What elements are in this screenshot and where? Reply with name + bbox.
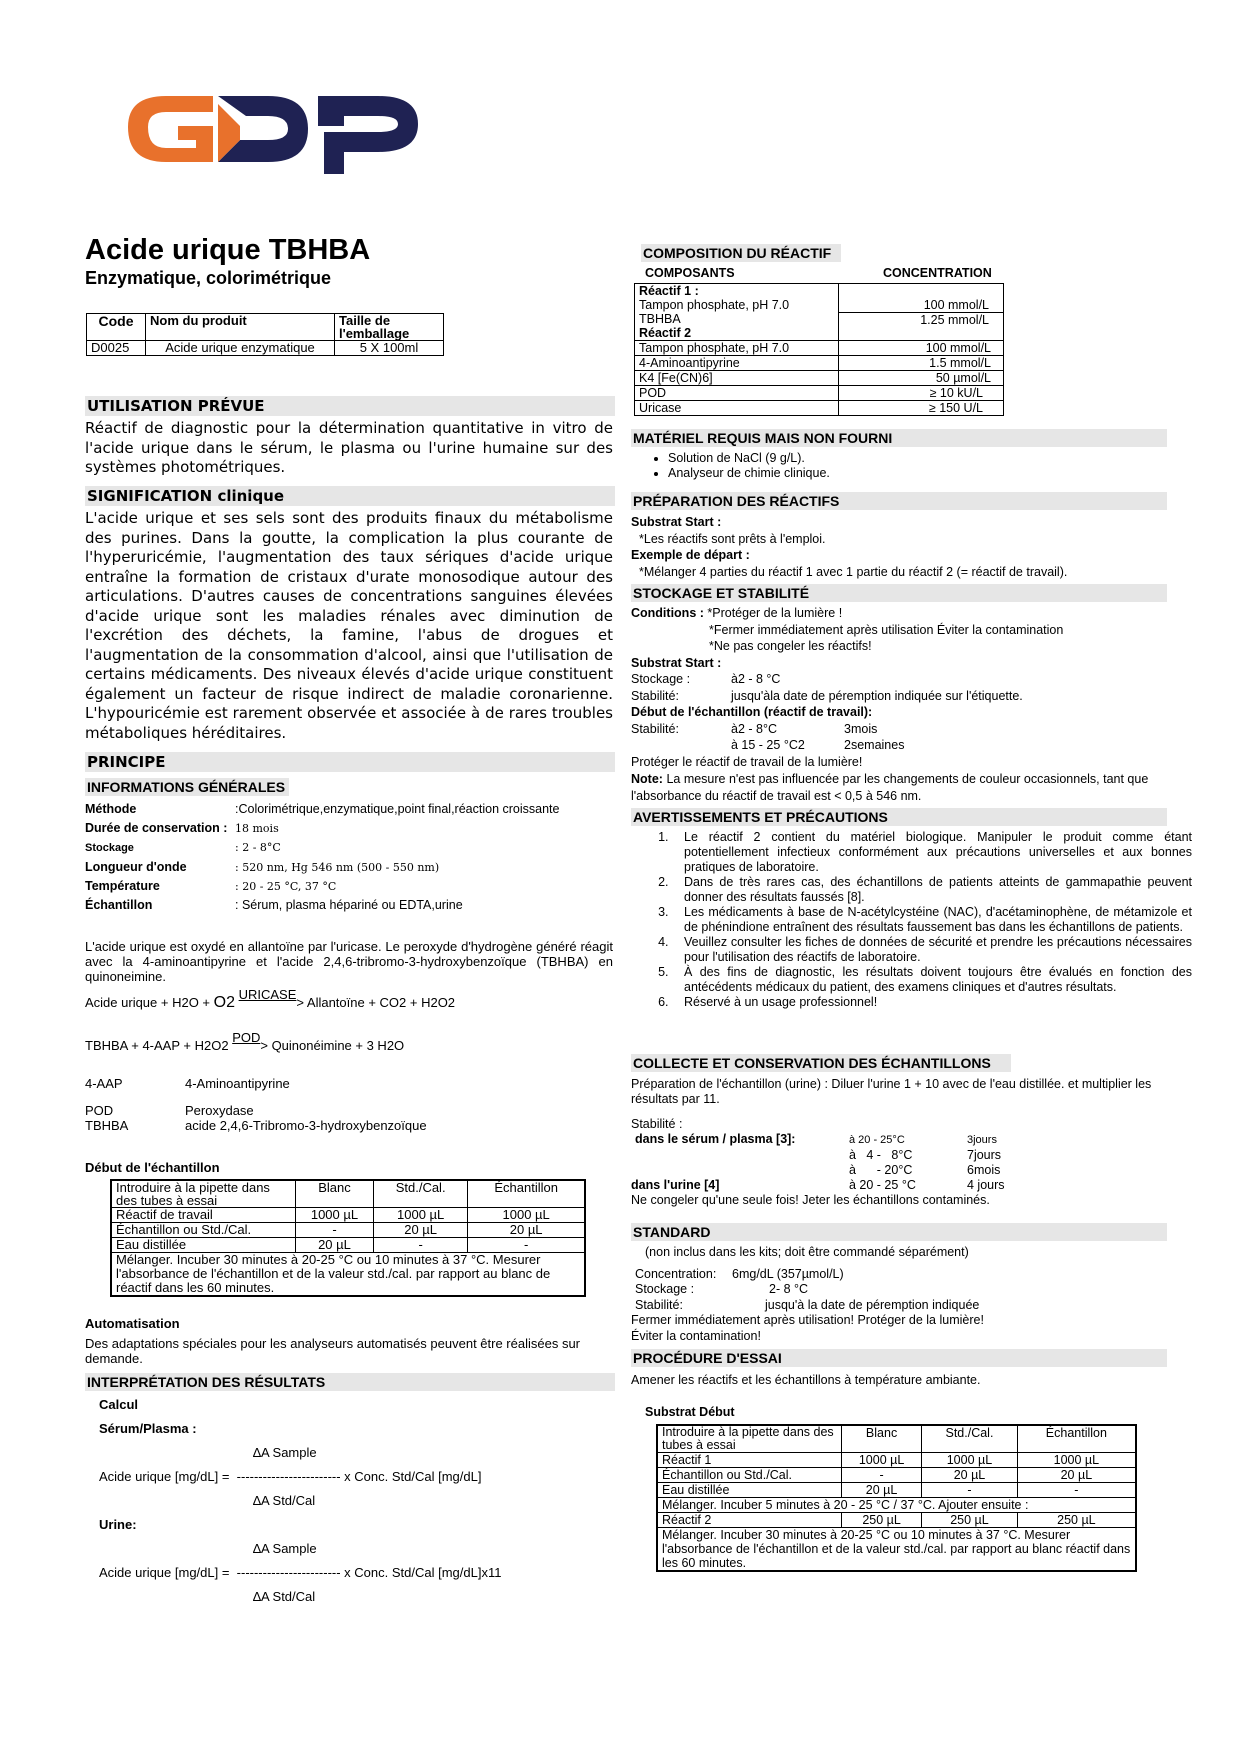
formula2-den: ∆A Std/Cal — [253, 1589, 316, 1604]
info-row: Durée de conservation : 18 mois — [85, 821, 279, 835]
serum-label: Sérum/Plasma : — [99, 1421, 197, 1436]
list-item: 6. Réservé à un usage professionnel! — [672, 995, 1192, 1010]
product-table — [86, 313, 444, 356]
procedure-table: Introduire à la pipette dans des tubes à essai Blanc Std./Cal. Échantillon Réactif 1 1000 µL 1000 µL 1000 µL Échantillon ou Std./Cal. - 20 µL 20 µL Eau distillée 20 µL - - Mélanger. Incuber 5 minutes à 20 - 25 °C / 37 °C. Ajouter ensuite : Réactif 2 250 µL 250 µL 250 µL Mélanger. Incuber 30 minutes à 20-25 °C ou 10 minutes à 37 °C. Mesurer l'absorbance de l'échantillon et de la valeur std./cal. par rapport au blanc réactif dans les 60 minutes. — [656, 1424, 1137, 1572]
signification-heading: SIGNIFICATION clinique — [85, 486, 615, 506]
urine-label: Urine: — [99, 1517, 137, 1532]
composition-table: Réactif 1 : Tampon phosphate, pH 7.0 100 mmol/L TBHBA Réactif 2 1.25 mmol/L Tampon phosphate, pH 7.0 100 mmol/L 4-Aminoantipyrine 1.5 mmol/L K4 [Fe(CN)6] 50 µmol/L POD ≥ 10 kU/L Uricase ≥ 150 U/L — [634, 283, 1004, 416]
table-row: Tampon phosphate, pH 7.0 100 mmol/L — [635, 341, 1004, 356]
product-size: 5 X 100ml — [335, 341, 444, 356]
infos-list — [85, 800, 625, 915]
info-row: Longueur d'onde : 520 nm, Hg 546 nm (500 - 550 nm) — [85, 860, 440, 874]
product-name: Acide urique enzymatique — [146, 341, 335, 356]
stockage-heading: STOCKAGE ET STABILITÉ — [631, 584, 1167, 602]
avertissements-list — [634, 830, 1192, 1010]
company-logo — [118, 74, 428, 180]
table-row: Réactif 2 250 µL 250 µL 250 µL — [657, 1513, 1136, 1528]
composition-col1: COMPOSANTS — [645, 266, 735, 280]
list-item: 5. À des fins de diagnostic, les résultats doivent toujours être évalués en fonction des antécédents médicaux du patient, des examens cliniques et d'autres résultats. — [672, 965, 1192, 995]
materiel-heading: MATÉRIEL REQUIS MAIS NON FOURNI — [631, 429, 1167, 447]
debut-heading: Début de l'échantillon — [85, 1160, 220, 1175]
list-item: 4. Veuillez consulter les fiches de données de sécurité et prendre les précautions nécessaires pour l'utilisation des réactifs de laboratoire. — [672, 935, 1192, 965]
info-row: Stockage : 2 - 8°C — [85, 841, 281, 854]
table-row: K4 [Fe(CN)6] 50 µmol/L — [635, 371, 1004, 386]
abbreviation-list — [85, 1076, 545, 1133]
table-row: Eau distillée 20 µL - - — [111, 1238, 585, 1253]
product-code: D0025 — [87, 341, 146, 356]
abbrev-row: 4-AAP 4-Aminoantipyrine — [85, 1076, 290, 1091]
list-item: 1. Le réactif 2 contient du matériel biologique. Manipuler le produit comme étant potentiellement infectieux conformément aux précautions universelles et aux bonnes pratiques de laboratoire. — [672, 830, 1192, 875]
calculation-block — [99, 1397, 619, 1613]
formula1: Acide urique [mg/dL] = ------------------------ x Conc. Std/Cal [mg/dL] — [99, 1469, 482, 1484]
materiel-list — [632, 451, 1188, 481]
infos-heading: INFORMATIONS GÉNÉRALES — [85, 778, 289, 796]
table-row: Réactif de travail 1000 µL 1000 µL 1000 µL — [111, 1208, 585, 1223]
table-row: POD ≥ 10 kU/L — [635, 386, 1004, 401]
table-row: Réactif 1 1000 µL 1000 µL 1000 µL — [657, 1453, 1136, 1468]
automatisation-heading: Automatisation — [85, 1316, 180, 1331]
list-item: • Solution de NaCl (9 g/L). — [668, 451, 1188, 466]
info-row: Température : 20 - 25 °C, 37 °C — [85, 879, 337, 893]
list-item: 2. Dans de très rares cas, des échantillons de patients atteints de gammapathie peuvent donner des résultats faussés [8]. — [672, 875, 1192, 905]
product-header-size: Taille de l'emballage — [335, 314, 444, 341]
reaction-eq1: Acide urique + H2O + O2 URICASE> Allantoïne + CO2 + H2O2 — [85, 987, 456, 1011]
automatisation-text: Des adaptations spéciales pour les analyseurs automatisés peuvent être réalisées sur demande. — [85, 1336, 580, 1366]
procedure-text: Amener les réactifs et les échantillons à température ambiante. — [631, 1373, 981, 1387]
list-item: • Analyseur de chimie clinique. — [668, 466, 1188, 481]
collecte-block: Préparation de l'échantillon (urine) : Diluer l'urine 1 + 10 avec de l'eau distillée. et multiplier les résultats par 11. Stabilité : dans le sérum / plasma [3]: à 20 - 25°C 3jours à 4 - 8°C 7jours à - 20°C 6mois dans l'urine [4] à 20 - 25 °C 4 jours Ne congeler qu'une seule fois! Jeter les échantillons contaminés. — [631, 1077, 1152, 1207]
signification-text: L'acide urique et ses sels sont des produits finaux du métabolisme des purines. Dans la goutte, la complication la plus courante de l'hyperuricémie, l'augmentation des taux sériques d'acide urique entraîne la formation de cristaux d'urate monosodique autour des articulations. D'autres causes de concentrations sanguines élevées d'acide urique sont les maladies rénales avec diminution de l'excrétion des déchets, la famine, l'abus de drogues et l'augmentation de la consommation d'alcool, ainsi que l'utilisation de certains médicaments. Des niveaux élevés d'acide urique constituent également un facteur de risque indirect de maladie coronarienne. L'hypouricémie est rarement observée et associée à de rares troubles métaboliques héréditaires. — [85, 509, 613, 742]
standard-heading: STANDARD — [631, 1223, 1167, 1241]
composition-heading: COMPOSITION DU RÉACTIF — [641, 244, 841, 262]
formula2: Acide urique [mg/dL] = ------------------------ x Conc. Std/Cal [mg/dL]x11 — [99, 1565, 502, 1580]
stockage-block: Conditions : *Protéger de la lumière ! *Fermer immédiatement après utilisation Éviter la contamination *Ne pas congeler les réactifs! Substrat Start : Stockage : à2 - 8 °C Stabilité: jusqu'àla date de péremption indiquée sur l'étiquette. Début de l'échantillon (réactif de travail): Stabilité: à2 - 8°C 3mois à 15 - 25 °C2 2semaines Protéger le réactif de travail de la lumière! Note: La mesure n'est pas influencée par les changements de couleur occasionnels, tant que l'absorbance du réactif de travail est < 0,5 à 546 nm. — [631, 606, 1149, 803]
collecte-heading: COLLECTE ET CONSERVATION DES ÉCHANTILLONS — [631, 1054, 1011, 1072]
formula1-den: ∆A Std/Cal — [253, 1493, 316, 1508]
interpretation-heading: INTERPRÉTATION DES RÉSULTATS — [85, 1373, 615, 1391]
list-item: 3. Les médicaments à base de N-acétylcystéine (NAC), d'acétaminophène, de métamizole et de phénindione entraînent des résultats faussement bas dans les échantillons de patients. — [672, 905, 1192, 935]
composition-col2: CONCENTRATION — [883, 266, 992, 280]
product-header-name: Nom du produit — [146, 314, 335, 341]
debut-table: Introduire à la pipette dans des tubes à essai Blanc Std./Cal. Échantillon Réactif de travail 1000 µL 1000 µL 1000 µL Échantillon ou Std./Cal. - 20 µL 20 µL Eau distillée 20 µL - - Mélanger. Incuber 30 minutes à 20-25 °C ou 10 minutes à 37 °C. Mesurer l'absorbance de l'échantillon et de la valeur std./cal. par rapport au blanc de réactif dans les 60 minutes. — [110, 1179, 586, 1297]
preparation-block: Substrat Start : *Les réactifs sont prêts à l'emploi. Exemple de départ : *Mélanger 4 parties du réactif 1 avec 1 partie du réactif 2 (= réactif de travail). — [631, 515, 1068, 579]
table-row: Échantillon ou Std./Cal. - 20 µL 20 µL — [111, 1223, 585, 1238]
utilisation-heading: UTILISATION PRÉVUE — [85, 396, 615, 416]
doc-subtitle: Enzymatique, colorimétrique — [85, 268, 332, 288]
formula1-num: ∆A Sample — [253, 1445, 317, 1460]
standard-block: (non inclus dans les kits; doit être commandé séparément) Concentration: 6mg/dL (357µmol/L) Stockage : 2- 8 °C Stabilité: jusqu'à la date de péremption indiquée Fermer immédiatement après utilisation! Protéger de la lumière! Éviter la contamination! — [631, 1245, 984, 1343]
formula2-num: ∆A Sample — [253, 1541, 317, 1556]
utilisation-text: Réactif de diagnostic pour la détermination quantitative in vitro de l'acide urique dans le sérum, le plasma ou l'urine humaine sur des systèmes photométriques. — [85, 419, 613, 476]
reaction-eq2: TBHBA + 4-AAP + H2O2 POD> Quinonéimine + 3 H2O — [85, 1030, 405, 1053]
principe-heading: PRINCIPE — [85, 752, 615, 772]
procedure-sub: Substrat Début — [645, 1405, 735, 1419]
abbrev-row: TBHBA acide 2,4,6-Tribromo-3-hydroxybenzoïque — [85, 1118, 427, 1133]
table-row: Eau distillée 20 µL - - — [657, 1483, 1136, 1498]
info-row: Échantillon : Sérum, plasma hépariné ou EDTA,urine — [85, 898, 463, 912]
table-row: Uricase ≥ 150 U/L — [635, 401, 1004, 416]
debut-note: Mélanger. Incuber 30 minutes à 20-25 °C ou 10 minutes à 37 °C. Mesurer l'absorbance de l'échantillon et de la valeur std./cal. par rapport au blanc de réactif dans les 60 minutes. — [111, 1253, 585, 1297]
table-row: 4-Aminoantipyrine 1.5 mmol/L — [635, 356, 1004, 371]
product-header-code: Code — [87, 314, 146, 341]
avertissements-heading: AVERTISSEMENTS ET PRÉCAUTIONS — [631, 808, 1167, 826]
info-row: Méthode :Colorimétrique,enzymatique,point final,réaction croissante — [85, 802, 560, 816]
abbrev-row: POD Peroxydase — [85, 1103, 254, 1118]
table-row: Échantillon ou Std./Cal. - 20 µL 20 µL — [657, 1468, 1136, 1483]
doc-title: Acide urique TBHBA — [85, 234, 371, 266]
reaction-intro: L'acide urique est oxydé en allantoïne par l'uricase. Le peroxyde d'hydrogène généré réagit avec la 4-aminoantipyrine et l'acide 2,4,6-tribromo-3-hydroxybenzoïque (TBHBA) en quinoneimine. — [85, 939, 613, 984]
calcul-label: Calcul — [99, 1397, 139, 1412]
preparation-heading: PRÉPARATION DES RÉACTIFS — [631, 492, 1167, 510]
procedure-heading: PROCÉDURE D'ESSAI — [631, 1349, 1167, 1367]
